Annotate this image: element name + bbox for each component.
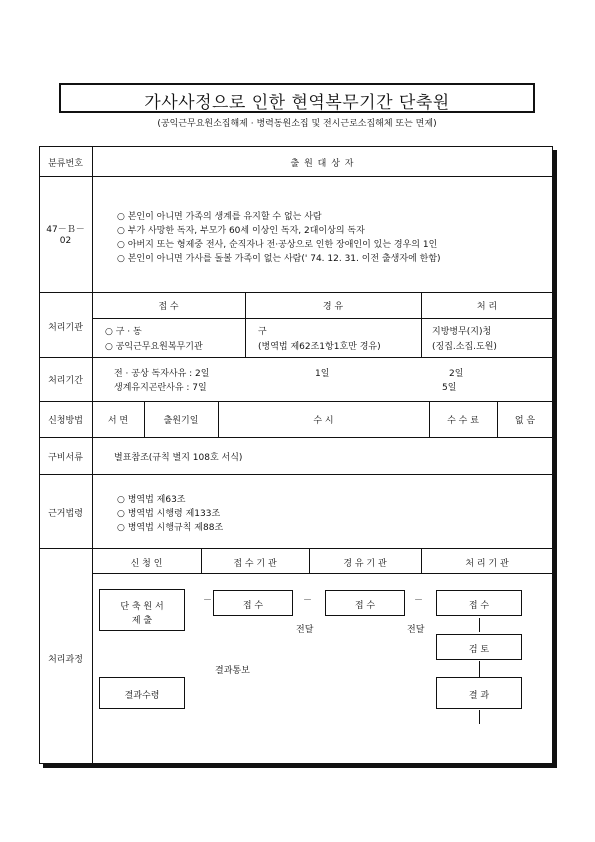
period-line2-right: 5일	[442, 383, 457, 393]
flow-transfer-1: 전달	[296, 625, 314, 635]
agency-receipt-header: 접 수	[158, 302, 179, 312]
period-line1-mid: 1일	[315, 369, 330, 379]
method-fee-value: 없 음	[514, 416, 536, 426]
flow-process-box-label: 접 수	[468, 601, 490, 611]
agency-via-line1: 구	[258, 327, 267, 337]
label-column-divider	[92, 146, 93, 764]
flow-via-box-label: 접 수	[354, 601, 376, 611]
period-line1-right: 2일	[449, 369, 464, 379]
flow-connector	[479, 710, 480, 724]
eligibility-item: ○ 본인이 아니면 가사를 돌볼 가족이 없는 사람(' 74. 12. 31. 이전 출생자에 한함)	[117, 254, 441, 264]
legal-basis-label: 근거법령	[48, 509, 83, 519]
legal-basis-item: ○ 병역법 시행령 제133조	[117, 509, 221, 519]
flow-connector	[479, 618, 480, 632]
category-code-line1: 47－Ｂ－	[46, 225, 85, 235]
eligibility-item: ○ 본인이 아니면 가족의 생계를 유지할 수 없는 사람	[117, 212, 322, 222]
legal-basis-item: ○ 병역법 시행규칙 제88조	[117, 523, 224, 533]
flow-connector	[479, 661, 480, 677]
flow-receipt-box-label: 접 수	[242, 601, 264, 611]
eligibility-item: ○ 아버지 또는 형제중 전사, 순직자나 전·공상으로 인한 장애인이 있는 경우의 1인	[117, 240, 438, 250]
row-divider	[39, 548, 553, 549]
flow-via-header: 경 유 기 관	[343, 559, 387, 569]
agency-receipt-line1: ○ 구 · 동	[105, 327, 142, 337]
method-fee-label: 수 수 료	[447, 416, 479, 426]
documents-value: 별표참조(규칙 별지 108호 서식)	[114, 453, 243, 463]
agency-process-line1: 지방병무(지)청	[432, 327, 492, 337]
row-divider	[39, 401, 553, 402]
flow-label: 처리과정	[48, 655, 83, 665]
flow-applicant-header: 신 청 인	[130, 559, 163, 569]
row-divider	[39, 176, 553, 177]
method-submit-label: 출원기일	[163, 416, 199, 426]
period-label: 처리기간	[48, 376, 83, 386]
category-code-line2: 02	[59, 236, 72, 246]
agency-process-line2: (징집.소집.도원)	[432, 342, 497, 352]
documents-label: 구비서류	[48, 453, 83, 463]
flow-result-box-label: 결 과	[468, 691, 490, 701]
row-divider	[39, 292, 553, 293]
flow-receipt-header: 접 수 기 관	[233, 559, 277, 569]
method-label: 신청방법	[48, 416, 83, 426]
flow-result-receive-label: 결과수령	[124, 691, 160, 701]
eligibility-item: ○ 부가 사망한 독자, 부모가 60세 이상인 독자, 2대이상의 독자	[117, 226, 365, 236]
category-label: 분류번호	[48, 159, 83, 169]
flow-submit-line2: 제 출	[131, 616, 153, 626]
agency-label: 처리기관	[48, 323, 83, 333]
applicant-header: 출 원 대 상 자	[290, 159, 355, 169]
flow-submit-line1: 단 축 원 서	[120, 602, 164, 612]
form-shadow-bottom	[43, 764, 557, 768]
flow-dash: －	[203, 596, 213, 606]
agency-via-line2: (병역법 제62조1항1호만 경유)	[258, 342, 381, 352]
flow-dash: －	[303, 596, 313, 606]
method-anytime: 수 시	[313, 416, 334, 426]
page-title: 가사사정으로 인한 현역복무기간 단축원	[144, 93, 450, 113]
row-divider	[92, 318, 553, 319]
period-line1-label: 전 · 공상 독자사유 : 2일	[114, 369, 210, 379]
method-written: 서 면	[107, 416, 129, 426]
legal-basis-item: ○ 병역법 제63조	[117, 495, 186, 505]
flow-process-header: 처 리 기 관	[465, 559, 509, 569]
page-subtitle: (공익근무요원소집해제 · 병력동원소집 및 전시근로소집해체 또는 면제)	[157, 119, 437, 129]
row-divider	[39, 474, 553, 475]
flow-notify: 결과통보	[215, 666, 250, 676]
row-divider	[39, 437, 553, 438]
agency-receipt-line2: ○ 공익근무요원복무기관	[105, 342, 203, 352]
flow-transfer-2: 전달	[407, 625, 425, 635]
agency-process-header: 처 리	[476, 302, 498, 312]
flow-dash: －	[414, 596, 424, 606]
form-shadow-right	[553, 150, 557, 768]
row-divider	[92, 573, 553, 574]
flow-review-box-label: 검 토	[468, 645, 490, 655]
agency-via-header: 경 유	[322, 302, 344, 312]
period-line2-label: 생계유지곤란사유 : 7일	[114, 383, 207, 393]
row-divider	[39, 357, 553, 358]
